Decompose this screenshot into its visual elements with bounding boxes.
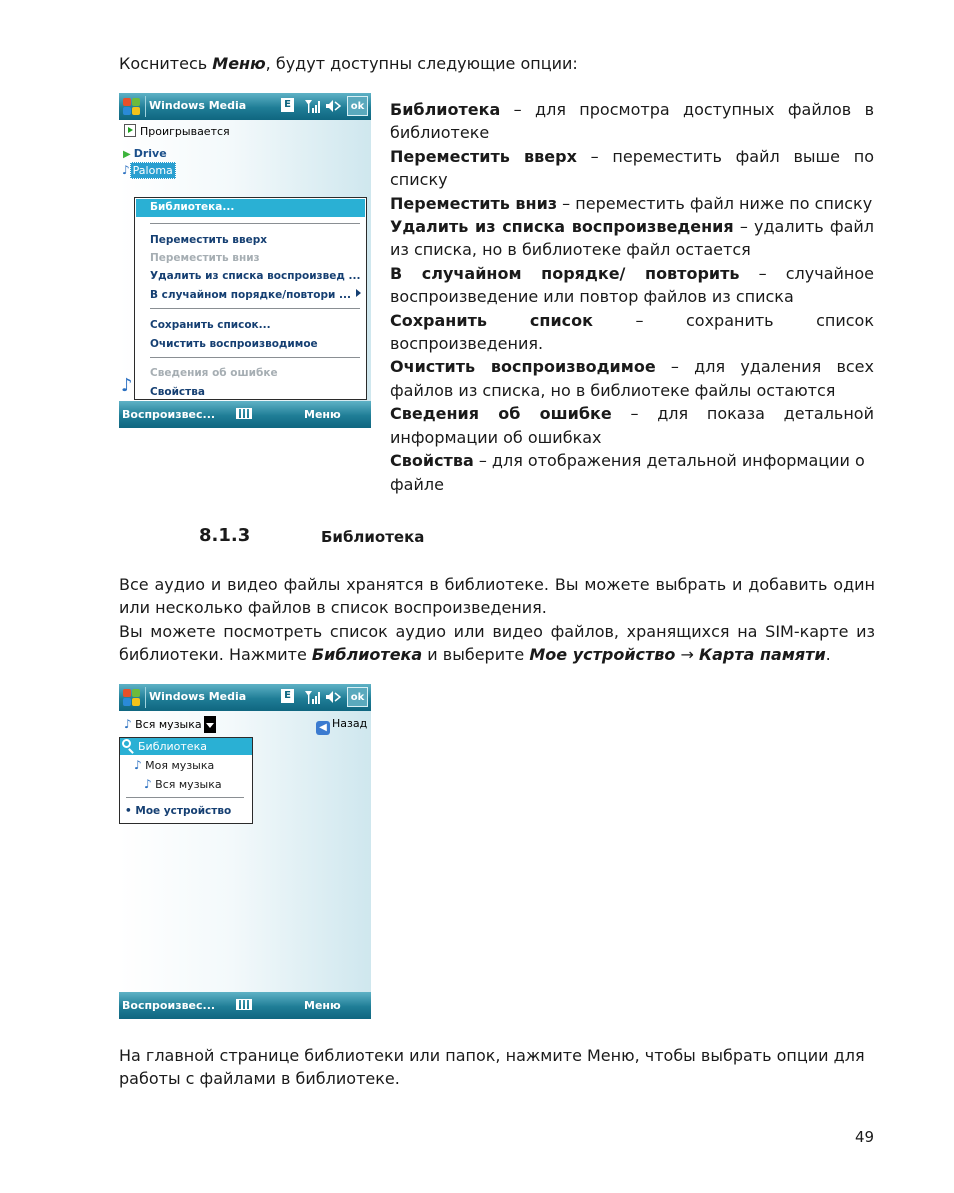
closing-paragraph: На главной странице библиотеки или папок, нажмите Меню, чтобы выбрать опции для работы с файлами в библиотеке. [119,1046,865,1089]
body-text [119,573,875,667]
play-indicator-icon: ▶ [123,149,131,160]
menu-item-clear[interactable]: Очистить воспроизводимое [150,338,318,350]
menu-item-error-details: Сведения об ошибке [150,367,278,379]
option-properties: Свойства – для отображения детальной информации о файле [390,451,865,494]
phone-screenshot-library [119,684,371,1019]
softkey-play-button[interactable]: Воспроизвес... [122,999,216,1012]
music-note-icon: ♪ [134,758,142,772]
app-title: Windows Media [149,99,247,112]
options-list [390,98,874,496]
library-tree [119,737,253,824]
menu-divider [150,357,360,358]
softkey-play-button[interactable]: Воспроизвес... [122,408,216,421]
option-library: Библиотека – для просмотра доступных файлов в библиотеке [390,100,874,143]
option-error-details: Сведения об ошибке – для показа детальной информации об ошибках [390,404,874,447]
softkey-menu-button[interactable]: Меню [304,408,341,421]
signal-icon [304,689,321,705]
intro-pre: Коснитесь [119,54,213,73]
soft-key-bar [119,401,371,428]
music-note-icon: ♪ [121,375,133,396]
title-bar [119,684,371,711]
now-playing-text: Проигрывается [140,125,230,138]
ok-button[interactable]: ok [347,687,368,707]
dropdown-arrow-icon[interactable] [204,716,216,733]
intro-text [119,52,879,76]
option-remove: Удалить из списка воспроизведения – удалить файл из списка, но в библиотеке файл остается [390,217,875,260]
signal-icon [304,98,321,114]
now-playing-label[interactable] [124,124,230,138]
search-icon [122,739,131,748]
submenu-arrow-icon [356,289,361,297]
music-note-icon: ♪ [122,163,130,177]
track-title: Drive [133,147,167,160]
body-paragraph-2: Вы можете посмотреть список аудио или видео файлов, хранящихся на SIM-карте из библиотеки. Нажмите Библиотека и выберите Мое устройство → Карта памяти. [119,621,875,665]
menu-item-move-down: Переместить вниз [150,252,260,264]
soft-key-bar [119,992,371,1019]
dropdown-value: Вся музыка [135,718,202,731]
edge-connection-icon: E [281,689,294,703]
tree-item-my-music[interactable]: ♪ Моя музыка [134,758,215,772]
tree-item-library[interactable]: Библиотека [120,738,252,755]
option-move-up: Переместить вверх – переместить файл выше по списку [390,146,874,190]
ok-button[interactable]: ok [347,96,368,116]
menu-item-move-up[interactable]: Переместить вверх [150,234,267,246]
intro-post: , будут доступны следующие опции: [265,54,578,73]
section-number: 8.1.3 [199,525,251,546]
title-separator [145,687,146,708]
tree-divider [126,797,244,798]
title-bar [119,93,371,120]
option-clear: Очистить воспроизводимое – для удаления всех файлов из списка, но в библиотеке файлы остаются [390,357,874,400]
keyboard-icon[interactable] [236,999,252,1010]
menu-item-shuffle[interactable]: В случайном порядке/повтори ... [150,289,351,301]
windows-start-icon[interactable] [122,97,141,116]
tree-item-my-device[interactable]: • Мое устройство [125,805,232,817]
playlist-track-selected[interactable] [122,163,176,177]
option-shuffle: В случайном порядке/ повторить – случайное воспроизведение или повтор файлов из списка [390,263,874,307]
page-number: 49 [855,1128,875,1146]
library-dropdown[interactable] [124,716,216,733]
phone-screenshot-menu [119,93,371,428]
menu-divider [150,308,360,309]
music-note-icon: ♪ [144,777,152,791]
playlist-track-playing[interactable] [123,147,167,160]
intro-menu-word: Меню [212,54,266,73]
now-playing-icon [124,124,136,137]
keyboard-icon[interactable] [236,408,252,419]
body-paragraph-1: Все аудио и видео файлы хранятся в библиотеке. Вы можете выбрать и добавить один или несколько файлов в список воспроизведения. [119,575,875,618]
menu-item-properties[interactable]: Свойства [150,386,205,398]
back-arrow-icon: ◀ [316,721,330,735]
softkey-menu-button[interactable]: Меню [304,999,341,1012]
edge-connection-icon: E [281,98,294,112]
menu-item-remove[interactable]: Удалить из списка воспроизвед ... [150,270,361,282]
menu-item-save[interactable]: Сохранить список... [150,319,271,331]
option-save: Сохранить список – сохранить список воспроизведения. [390,310,874,354]
track-title: Paloma [130,162,176,179]
app-title: Windows Media [149,690,247,703]
music-note-icon: ♪ [124,717,132,731]
option-move-down: Переместить вниз – переместить файл ниже по списку [390,193,873,213]
menu-item-library[interactable]: Библиотека... [136,199,365,217]
section-title: Библиотека [321,528,425,546]
tree-item-all-music[interactable]: ♪ Вся музыка [144,777,222,791]
back-button[interactable]: ◀ Назад [316,717,367,735]
speaker-icon[interactable] [325,98,341,114]
windows-start-icon[interactable] [122,688,141,707]
context-menu [134,197,367,400]
speaker-icon[interactable] [325,689,341,705]
menu-divider [150,223,360,224]
title-separator [145,96,146,117]
